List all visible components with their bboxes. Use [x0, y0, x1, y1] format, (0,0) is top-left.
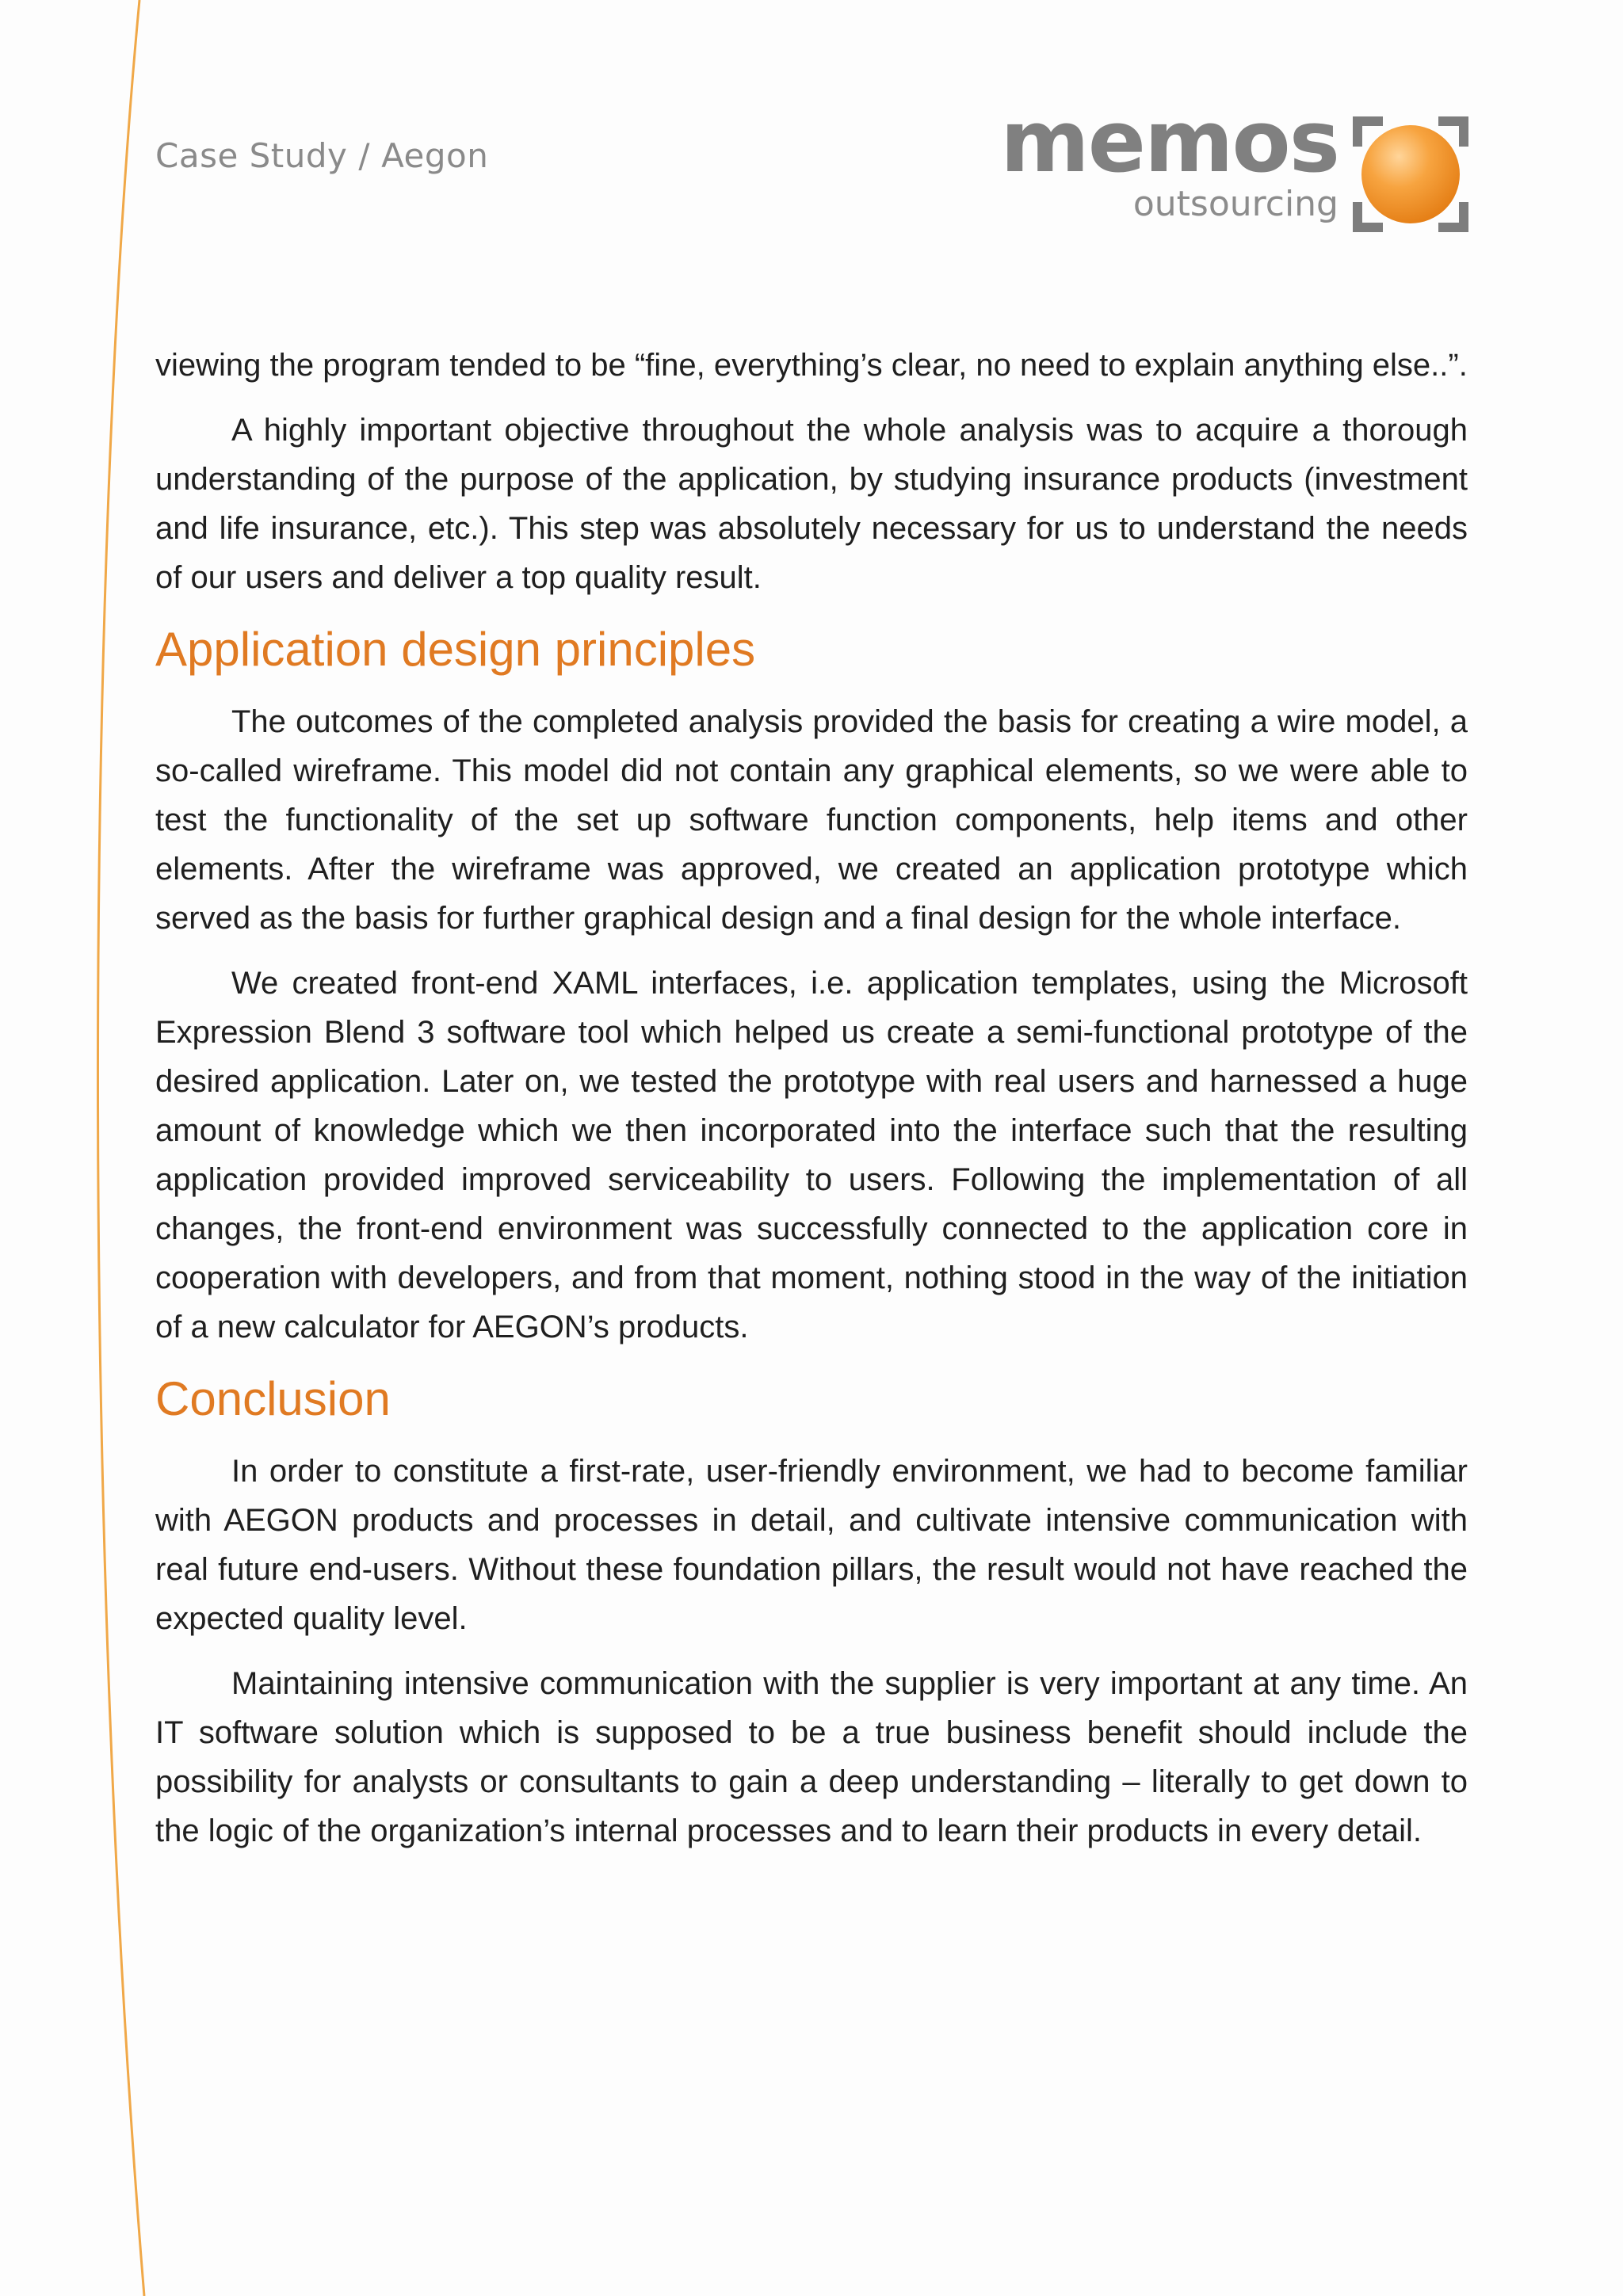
paragraph-conclusion-2: Maintaining intensive communication with the supplier is very important at any time. An IT software solution which is supposed to be a true business benefit should include the possibility for analysts or consultants to gain a deep understanding – literally to get down to the logic of the organization’s internal processes and to learn their products in every detail.	[155, 1666, 1468, 1848]
logo-wordmark: memos	[1000, 93, 1338, 192]
breadcrumb-section: Case Study	[155, 136, 348, 175]
heading-conclusion: Conclusion	[155, 1372, 391, 1425]
breadcrumb-separator: /	[358, 136, 371, 175]
paragraph-conclusion-1: In order to constitute a first-rate, user-friendly environment, we had to become familiar with AEGON products and processes in detail, and cultivate intensive communication with real future end-users. Without these foundation pillars, the result would not have reached the expected quality level.	[155, 1454, 1468, 1636]
paragraph-wireframe: The outcomes of the completed analysis provided the basis for creating a wire model, a so-called wireframe. This model did not contain any graphical elements, so we were able to test the functionality of the set up software function components, help items and other elements. After the wireframe was approved, we created an application prototype which served as the basis for further graphical design and a final design for the whole interface.	[155, 704, 1468, 936]
paragraph-xaml: We created front-end XAML interfaces, i.e. application templates, using the Microsoft Expression Blend 3 software tool which helped us create a semi-functional prototype of the desired application. Later on, we tested the prototype with real users and harnessed a huge amount of knowledge which we then incorporated into the interface such that the resulting application provided improved serviceability to users. Following the implementation of all changes, the front-end environment was successfully connected to the application core in cooperation with developers, and from that moment, nothing stood in the way of the initiation of a new calculator for AEGON’s products.	[155, 966, 1468, 1344]
paragraph-objective: A highly important objective throughout the whole analysis was to acquire a thorough understanding of the purpose of the application, by studying insurance products (investment and life insurance, etc.). This step was absolutely necessary for us to understand the needs of our users and deliver a top quality result.	[155, 413, 1468, 595]
memos-outsourcing-logo	[1000, 93, 1470, 238]
breadcrumb-page: Aegon	[381, 136, 489, 175]
heading-application-design-principles: Application design principles	[155, 623, 756, 676]
breadcrumb	[155, 136, 488, 175]
article-body	[155, 341, 1468, 1871]
logo-tagline: outsourcing	[1132, 184, 1338, 224]
paragraph-intro-end: viewing the program tended to be “fine, everything’s clear, no need to explain anything else..”.	[155, 348, 1468, 383]
orange-sphere-in-bracket-icon	[1351, 115, 1470, 234]
